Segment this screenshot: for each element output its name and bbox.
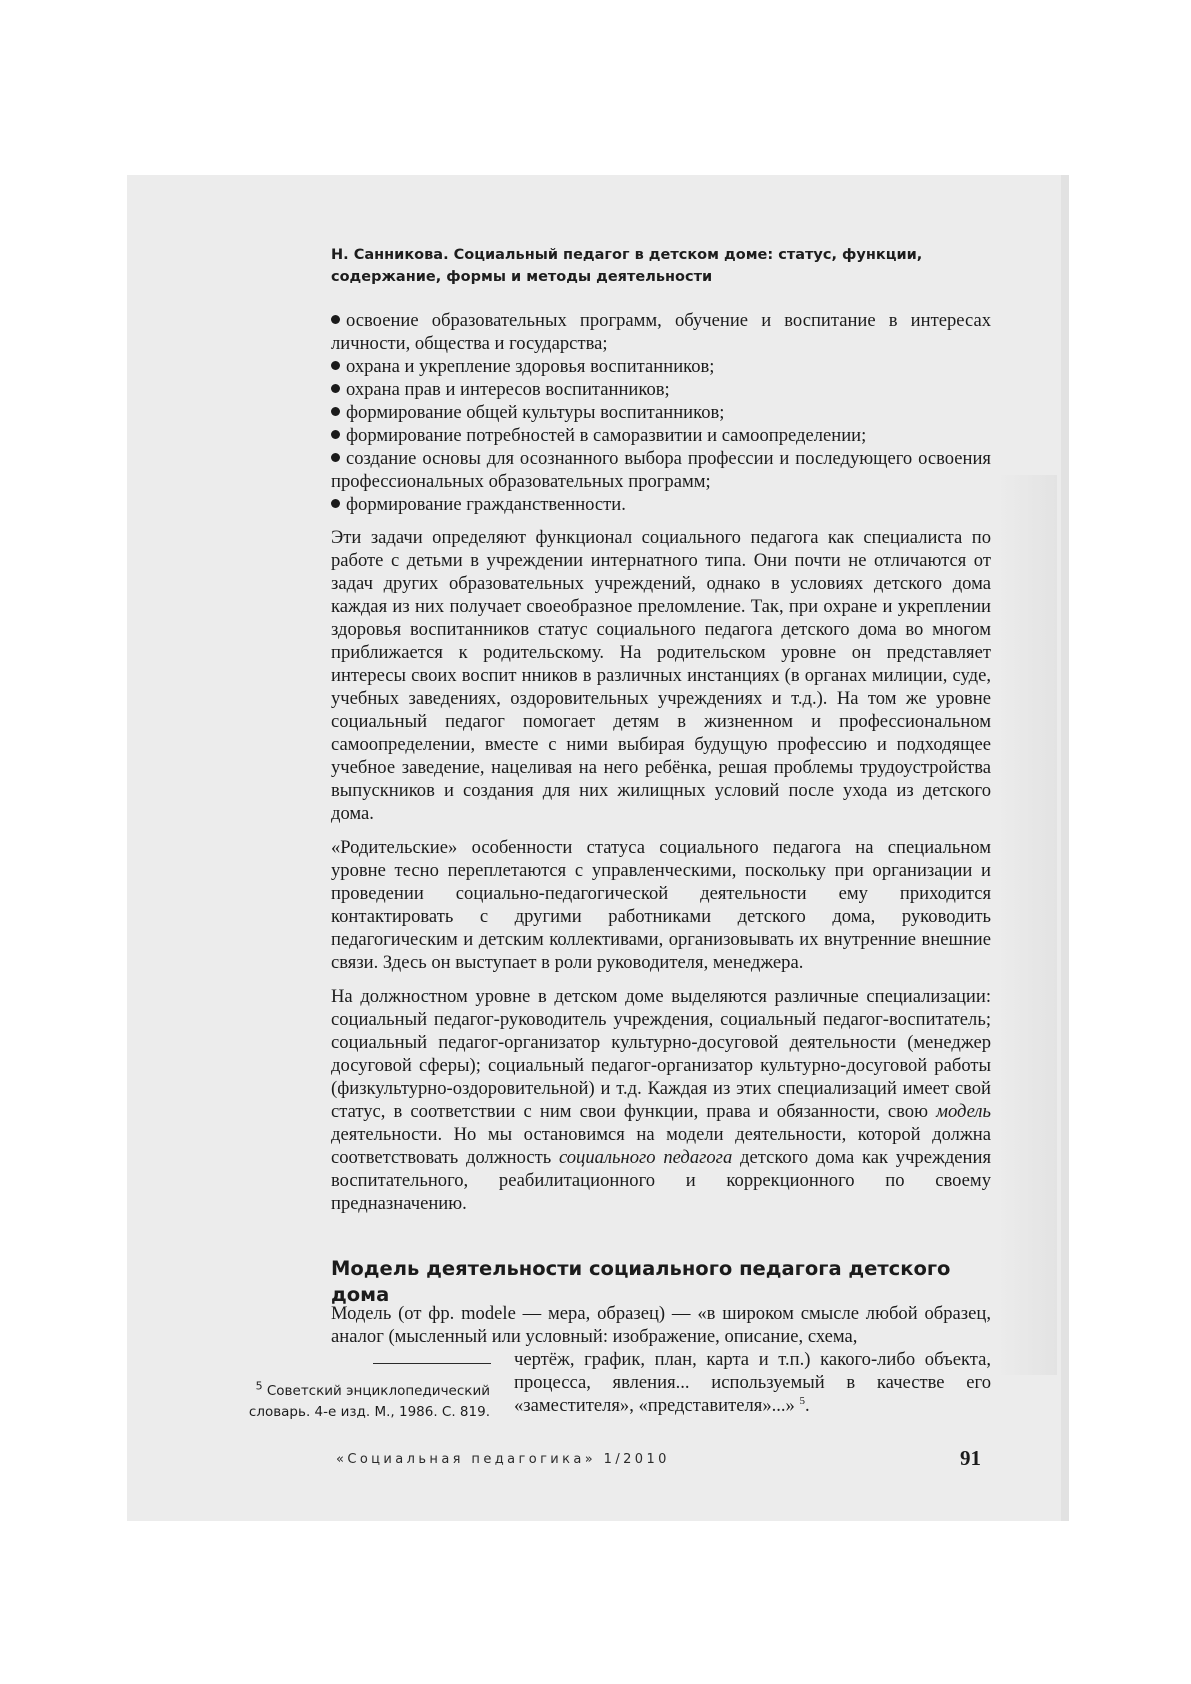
list-item-text: формирование общей культуры воспитанников; <box>346 402 725 423</box>
emphasis-model: модель <box>936 1101 991 1122</box>
footnote-number: 5 <box>255 1379 263 1393</box>
bullet-icon <box>331 453 340 462</box>
footnote-divider <box>373 1363 491 1364</box>
page-edge <box>1061 175 1069 1521</box>
bullet-icon <box>331 384 340 393</box>
list-item <box>331 493 991 516</box>
list-item <box>331 447 991 493</box>
list-item-text: создание основы для осознанного выбора профессии и последующего освоения профессиональных образовательных программ; <box>331 448 991 492</box>
list-item-text: охрана прав и интересов воспитанников; <box>346 379 670 400</box>
running-header <box>331 244 971 288</box>
list-item <box>331 378 991 401</box>
show-through-shadow <box>997 475 1057 1375</box>
section-title: Модель деятельности социального педагога детского дома <box>331 1257 951 1306</box>
bullet-icon <box>331 499 340 508</box>
paragraph-tasks: Эти задачи определяют функционал социального педагога как специалиста по работе с детьми в учреждении интернатного типа. Они почти не отличаются от задач других образовательных учреждений, однако в условиях детского дома каждая из них получает своеобразное преломление. Так, при охране и укреплении здоровья воспитанников статус социального педагога детского дома во многом приближается к родительскому. На родительском уровне он представляет интересы своих воспит нников в различных инстанциях (в органах милиции, суде, учебных заведениях, оздоровительных учреждениях и т.д.). На том же уровне социальный педагог помогает детям в жизненном и профессиональном самоопределении, вместе с ними выбирая будущую профессию и подходящее учебное заведение, нацеливая на него ребёнка, решая проблемы трудоустройства выпускников и создания для них жилищных условий после ухода из детского дома. <box>331 527 991 824</box>
bullet-icon <box>331 361 340 370</box>
bullet-icon <box>331 315 340 324</box>
list-item-text: охрана и укрепление здоровья воспитанников; <box>346 356 715 377</box>
model-definition-intro: Модель (от фр. modele — мера, образец) — «в широком смысле любой образец, аналог (мысленный или условный: изображение, описание, схема, <box>331 1303 991 1347</box>
header-line-1: Н. Санникова. Социальный педагог в детском доме: статус, функции, <box>331 247 923 263</box>
header-line-2: содержание, формы и методы деятельности <box>331 269 713 285</box>
bullet-icon <box>331 407 340 416</box>
journal-footer: «Социальная педагогика» 1/2010 <box>336 1452 670 1467</box>
footnote <box>240 1381 490 1423</box>
page-number: 91 <box>960 1446 981 1470</box>
bullet-icon <box>331 430 340 439</box>
emphasis-social-pedagogue: социального педагога <box>558 1147 733 1168</box>
article-body <box>331 309 991 1215</box>
footnote-text: Советский энциклопедический словарь. 4-е изд. М., 1986. С. 819. <box>248 1383 490 1420</box>
model-definition-continuation: чертёж, график, план, карта и т.п.) какого-либо объекта, процесса, явления... используемый в качестве его «заместителя», «представителя»...» $^5$. <box>514 1349 991 1416</box>
paragraph-specializations: На должностном уровне в детском доме выделяются различные специализации: социальный педагог-руководитель учреждения, социальный педагог-воспитатель; социальный педагог-организатор культурно-досуговой деятельности (менеджер досуговой сферы); социальный педагог-организатор культурно-досуговой работы (физкультурно-оздоровительной) и т.д. Каждая из этих специализаций имеет свой статус, в соответствии с ним свои функции, права и обязанности, свою модель деятельности. Но мы остановимся на модели деятельности, которой должна соответствовать должность социального педагога детского дома как учреждения воспитательного, реабилитационного и коррекционного по своему предназначению. <box>331 986 991 1214</box>
list-item <box>331 424 991 447</box>
list-item <box>331 401 991 424</box>
paragraph-parental-status: «Родительские» особенности статуса социального педагога на специальном уровне тесно переплетаются с управленческими, поскольку при организации и проведении социально-педагогической деятельности ему приходится контактировать с другими работниками детского дома, руководить педагогическим и детским коллективами, организовывать их внутренние внешние связи. Здесь он выступает в роли руководителя, менеджера. <box>331 837 991 973</box>
list-item-text: освоение образовательных программ, обучение и воспитание в интересах личности, общества и государства; <box>331 310 991 354</box>
list-item <box>331 309 991 355</box>
list-item <box>331 355 991 378</box>
list-item-text: формирование потребностей в саморазвитии и самоопределении; <box>346 425 867 446</box>
footnote-reference: 5 <box>799 1394 806 1407</box>
list-item-text: формирование гражданственности. <box>346 494 626 515</box>
